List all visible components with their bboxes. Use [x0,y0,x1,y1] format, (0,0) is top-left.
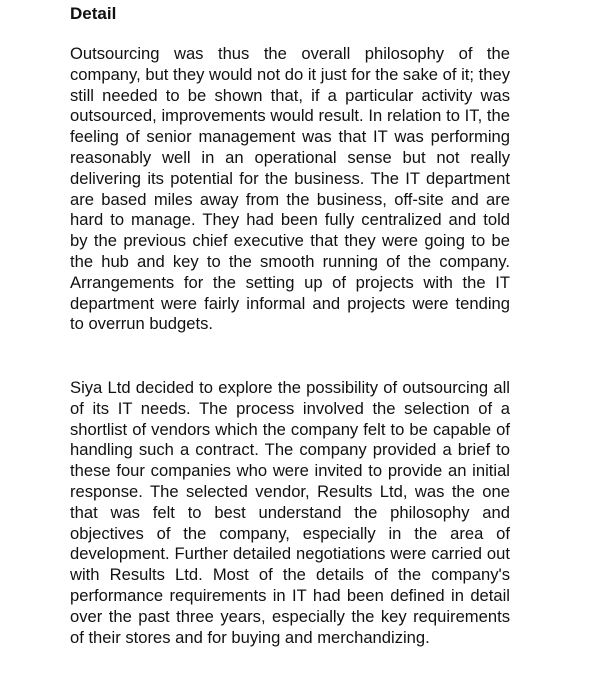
paragraph-vendor-selection: Siya Ltd decided to explore the possibility of outsourcing all of its IT needs. The process involved the selection of a shortlist of vendors which the company felt to be capable of handling such a contract. The company provided a brief to these four companies who were invited to provide an initial response. The selected vendor, Results Ltd, was the one that was felt to best understand the philosophy and objectives of the company, especially in the area of development. Further detailed negotiations were carried out with Results Ltd. Most of the details of the company's performance requirements in IT had been defined in detail over the past three years, especially the key requirements of their stores and for buying and merchandizing. [70,378,510,647]
section-heading: Detail [70,4,117,23]
paragraph-outsourcing-philosophy: Outsourcing was thus the overall philosophy of the company, but they would not do it just for the sake of it; they still needed to be shown that, if a particular activity was outsourced, improvements would result. In relation to IT, the feeling of senior management was that IT was performing reasonably well in an operational sense but not really delivering its potential for the business. The IT department are based miles away from the business, off-site and are hard to manage. They had been fully centralized and told by the previous chief executive that they were going to be the hub and key to the smooth running of the company. Arrangements for the setting up of projects with the IT department were fairly informal and projects were tending to overrun budgets. [70,44,510,334]
